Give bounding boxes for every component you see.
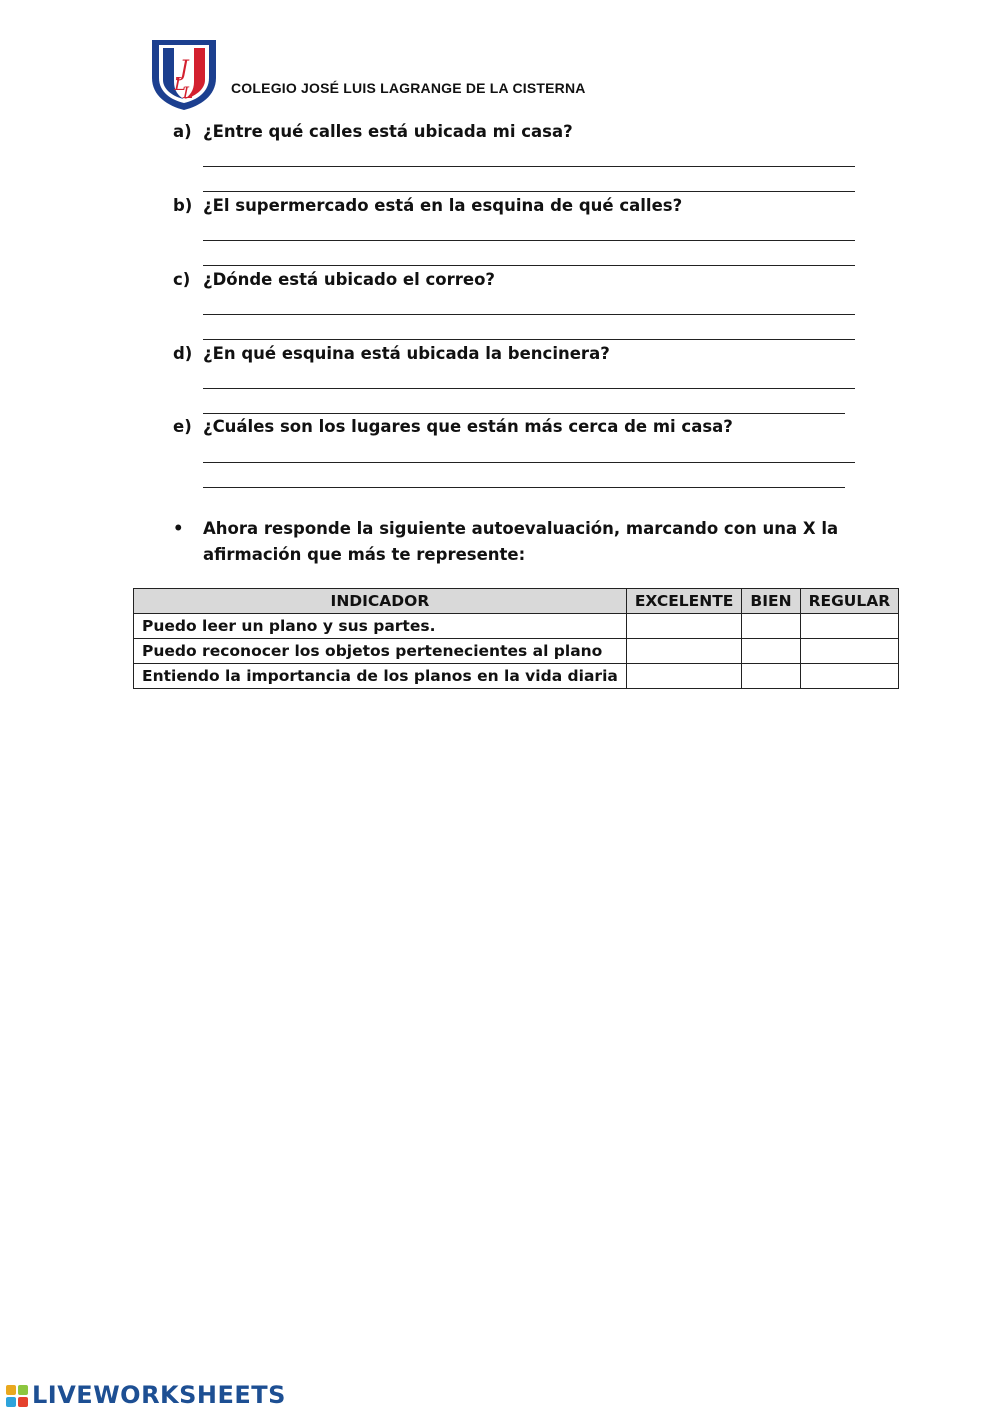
- excelente-cell[interactable]: [626, 614, 742, 639]
- answer-line[interactable]: [203, 487, 845, 488]
- regular-cell[interactable]: [800, 664, 899, 689]
- excelente-cell[interactable]: [626, 664, 742, 689]
- bien-cell[interactable]: [742, 639, 800, 664]
- question-text: ¿El supermercado está en la esquina de qué calles?: [203, 196, 683, 215]
- liveworksheets-grid-icon: [6, 1385, 28, 1407]
- instruction: [173, 516, 913, 568]
- liveworksheets-wordmark: LIVEWORKSHEETS: [32, 1381, 286, 1409]
- question-letter: e): [173, 417, 192, 436]
- answer-line[interactable]: [203, 413, 845, 414]
- answer-line[interactable]: [203, 240, 855, 241]
- indicator-cell: Entiendo la importancia de los planos en la vida diaria: [134, 664, 627, 689]
- indicator-cell: Puedo reconocer los objetos pertenecientes al plano: [134, 639, 627, 664]
- table-row: [134, 614, 899, 639]
- answer-line[interactable]: [203, 191, 855, 192]
- header-excelente: EXCELENTE: [626, 589, 742, 614]
- answer-line[interactable]: [203, 339, 855, 340]
- table-row: [134, 639, 899, 664]
- question-text: ¿Entre qué calles está ubicada mi casa?: [203, 122, 573, 141]
- header-bien: BIEN: [742, 589, 800, 614]
- regular-cell[interactable]: [800, 614, 899, 639]
- answer-line[interactable]: [203, 166, 855, 167]
- question-text: ¿Dónde está ubicado el correo?: [203, 270, 495, 289]
- school-name: COLEGIO JOSÉ LUIS LAGRANGE DE LA CISTERNA: [231, 80, 586, 96]
- header-indicador: INDICADOR: [134, 589, 627, 614]
- bullet-icon: •: [173, 519, 184, 538]
- question-text: ¿En qué esquina está ubicada la bencinera?: [203, 344, 610, 363]
- question-letter: a): [173, 122, 192, 141]
- answer-line[interactable]: [203, 314, 855, 315]
- regular-cell[interactable]: [800, 639, 899, 664]
- bien-cell[interactable]: [742, 664, 800, 689]
- table-row: [134, 664, 899, 689]
- svg-text:L: L: [182, 83, 194, 102]
- question-letter: b): [173, 196, 193, 215]
- header-regular: REGULAR: [800, 589, 899, 614]
- answer-line[interactable]: [203, 462, 855, 463]
- question-letter: d): [173, 344, 193, 363]
- answer-line[interactable]: [203, 388, 855, 389]
- school-crest-logo: [150, 38, 218, 112]
- svg-text:J: J: [179, 57, 189, 82]
- instruction-text: Ahora responde la siguiente autoevaluación, marcando con una X la afirmación que más te represente:: [203, 519, 839, 564]
- answer-line[interactable]: [203, 265, 855, 266]
- bien-cell[interactable]: [742, 614, 800, 639]
- svg-text:L: L: [174, 74, 186, 95]
- indicator-cell: Puedo leer un plano y sus partes.: [134, 614, 627, 639]
- self-evaluation-table: [133, 588, 899, 689]
- table-header-row: [134, 589, 899, 614]
- question-text: ¿Cuáles son los lugares que están más cerca de mi casa?: [203, 417, 733, 436]
- question-letter: c): [173, 270, 191, 289]
- excelente-cell[interactable]: [626, 639, 742, 664]
